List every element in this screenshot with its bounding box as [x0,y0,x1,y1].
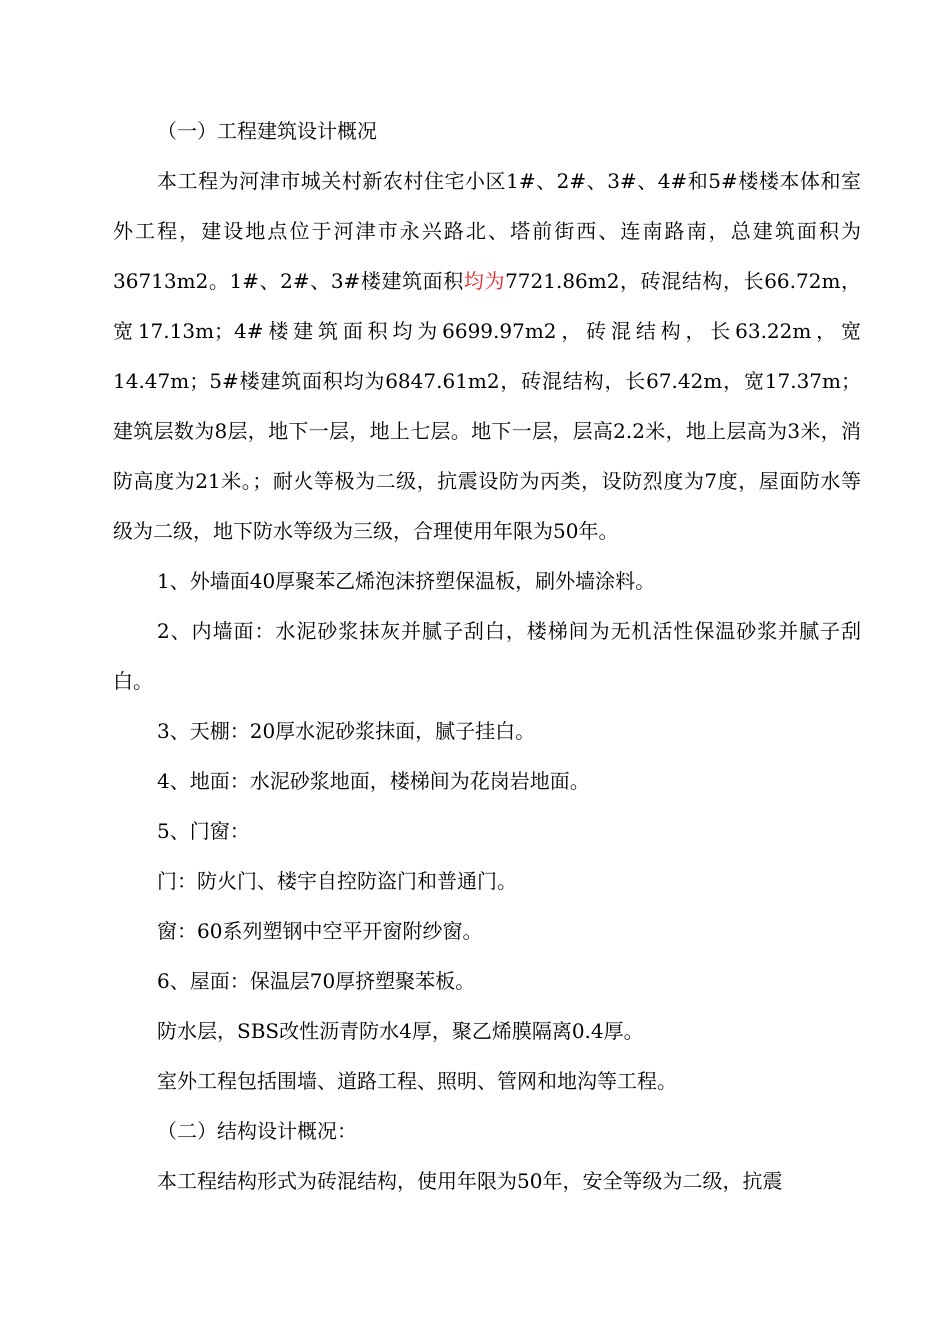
list-item-exterior-wall: 1、外墙面40厚聚苯乙烯泡沫挤塑保温板，刷外墙涂料。 [157,569,656,593]
windows-line: 窗：60系列塑钢中空平开窗附纱窗。 [157,919,483,943]
highlighted-text: 均为 [463,269,506,293]
document-body [113,106,861,1206]
list-item-doors-windows: 5、门窗： [157,819,250,843]
list-item-roof: 6、屋面：保温层70厚挤塑聚苯板。 [157,969,476,993]
section-heading-structure: （二）结构设计概况： [157,1119,357,1143]
section-heading-architecture: （一）工程建筑设计概况 [157,119,377,143]
waterproof-line: 防水层，SBS改性沥青防水4厚，聚乙烯膜隔离0.4厚。 [157,1019,644,1043]
list-item-floor: 4、地面：水泥砂浆地面，楼梯间为花岗岩地面。 [157,769,590,793]
list-item-ceiling: 3、天棚：20厚水泥砂浆抹面，腻子挂白。 [157,719,536,743]
structure-overview-paragraph: 本工程结构形式为砖混结构，使用年限为50年，安全等级为二级，抗震 [157,1169,783,1193]
overview-text-start: 本工程为河津市城关村新农村住宅小区1#、2#、3#、4#和5#楼楼本体和室外工程，建设地点位于河津市永兴路北、塔前街西、连南路南，总建筑面积为36713m2。1#、2#、3#楼建筑面积 [113,169,861,293]
overview-text-end: 7721.86m2，砖混结构，长66.72m，宽17.13m；4#楼建筑面积均为6699.97m2，砖混结构，长63.22m，宽14.47m；5#楼建筑面积均为6847.61m2，砖混结构，长67.42m，宽17.37m；建筑层数为8层，地下一层，地上七层。地下一层，层高2.2米，地上层高为3米，消防高度为21米。；耐火等极为二级，抗震设防为丙类，设防烈度为7度，屋面防水等级为二级，地下防水等级为三级，合理使用年限为50年。 [113,269,862,543]
outdoor-works-line: 室外工程包括围墙、道路工程、照明、管网和地沟等工程。 [157,1069,677,1093]
project-overview-paragraph [113,156,861,556]
list-item-interior-wall: 2、内墙面：水泥砂浆抹灰并腻子刮白，楼梯间为无机活性保温砂浆并腻子刮白。 [113,619,861,693]
doors-line: 门：防火门、楼宇自控防盗门和普通门。 [157,869,517,893]
